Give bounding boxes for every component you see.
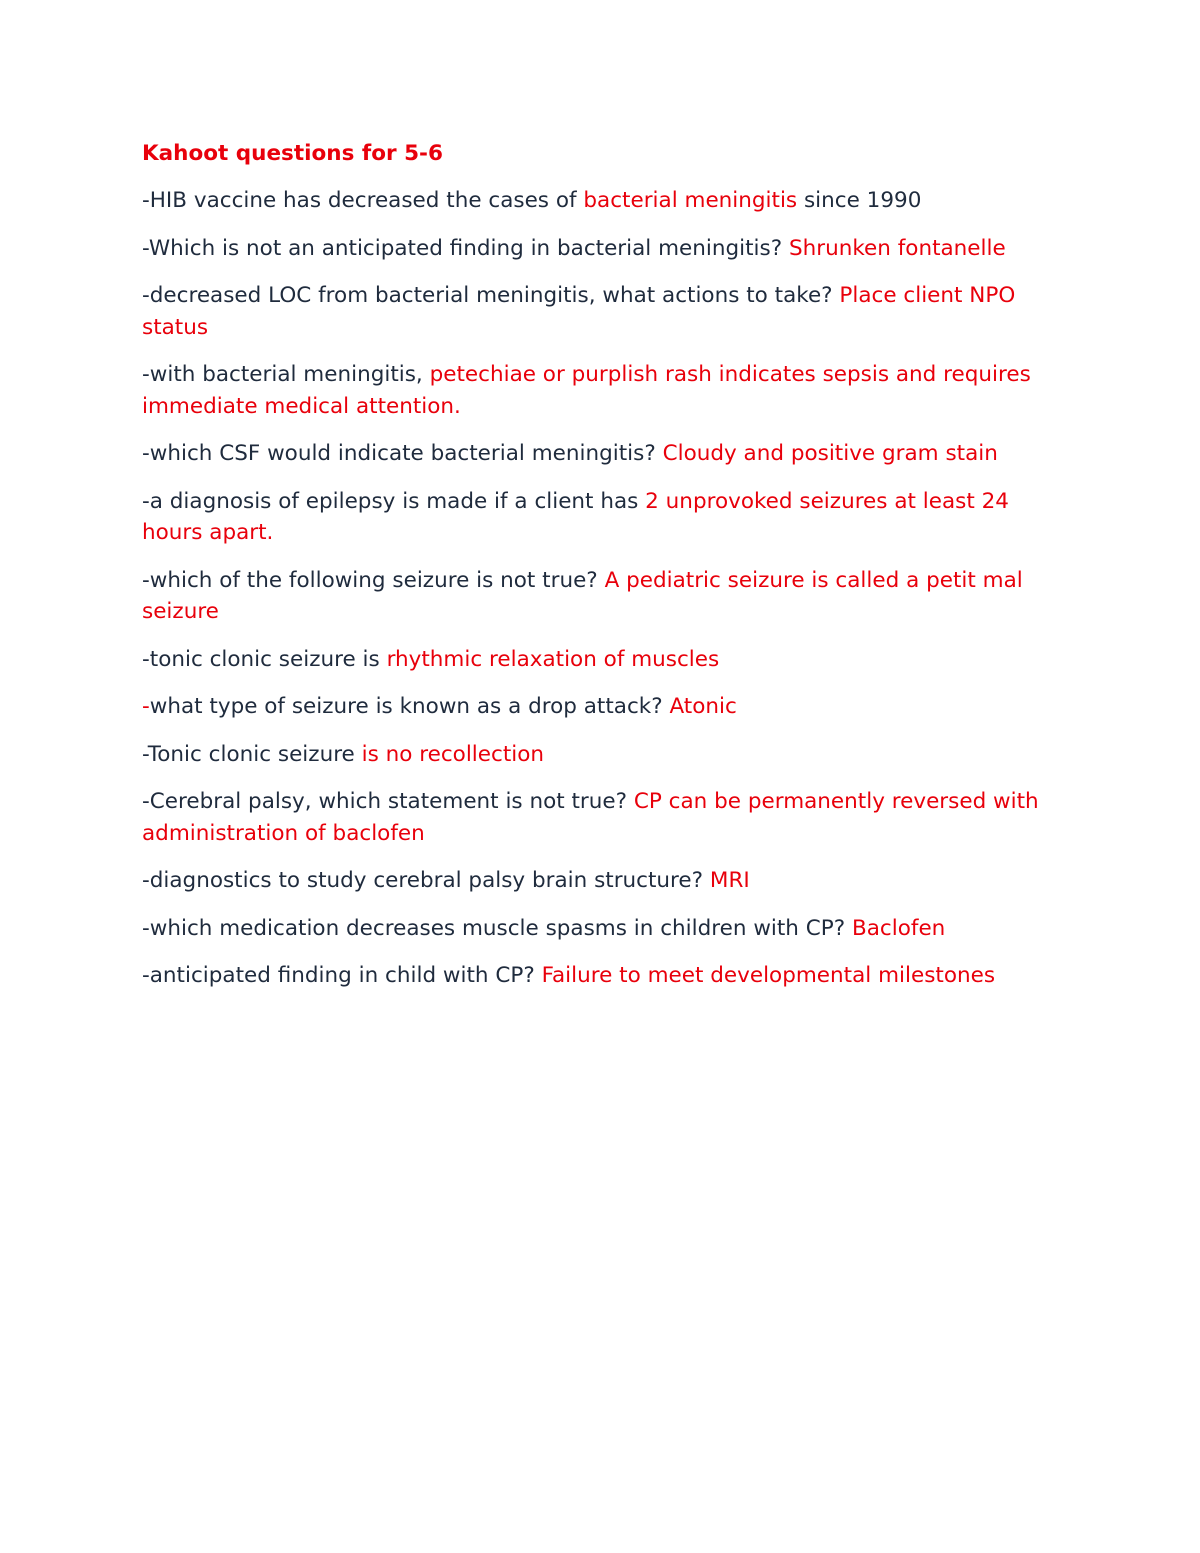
question-text: -diagnostics to study cerebral palsy brain structure?: [142, 868, 710, 893]
question-text: -a diagnosis of epilepsy is made if a client has: [142, 488, 646, 514]
question-text: -Cerebral palsy, which statement is not true?: [142, 789, 634, 814]
question-item: [142, 359, 1072, 422]
question-item: [142, 280, 1072, 343]
question-item: [142, 913, 1072, 945]
question-item: [142, 739, 1072, 771]
answer-text: -: [142, 694, 150, 719]
question-text: -tonic clonic seizure is: [142, 646, 387, 672]
document-title: Kahoot questions for 5-6: [142, 141, 443, 166]
question-item: [142, 960, 1072, 992]
answer-text: A pediatric seizure is called a petit mal seizure: [142, 567, 1023, 624]
question-item: [142, 486, 1072, 549]
answer-text: petechiae or purplish rash indicates sepsis and requires immediate medical attention.: [142, 362, 1031, 419]
question-text: -anticipated finding in child with CP?: [142, 963, 542, 988]
answer-text: 2 unprovoked seizures at least 24 hours apart.: [142, 488, 1009, 545]
question-item: [142, 786, 1072, 849]
document-page: [142, 138, 1072, 1008]
answer-text: Shrunken fontanelle: [788, 235, 1006, 261]
question-text: -with bacterial meningitis,: [142, 362, 430, 387]
question-text: -Tonic clonic seizure: [142, 741, 362, 767]
answer-text: Place client NPO status: [142, 283, 1016, 340]
question-item: [142, 691, 1072, 723]
question-list: [142, 185, 1072, 992]
answer-text: is no recollection: [361, 741, 544, 767]
answer-text: Baclofen: [852, 915, 946, 941]
question-text: since 1990: [797, 188, 922, 213]
question-text: -Which is not an anticipated finding in bacterial meningitis?: [142, 235, 789, 261]
question-item: [142, 438, 1072, 470]
question-item: [142, 644, 1072, 676]
question-item: [142, 865, 1072, 897]
answer-text: rhythmic relaxation of muscles: [386, 646, 720, 672]
question-item: [142, 233, 1072, 265]
question-text: what type of seizure is known as a drop attack?: [149, 694, 670, 719]
answer-text: Atonic: [669, 694, 737, 719]
answer-text: CP can be permanently reversed with administration of baclofen: [142, 789, 1039, 846]
answer-text: Cloudy and positive gram stain: [662, 441, 998, 466]
question-text: -HIB vaccine has decreased the cases of: [142, 188, 584, 213]
answer-text: MRI: [709, 868, 750, 893]
question-item: [142, 185, 1072, 217]
question-text: -which of the following seizure is not true?: [142, 567, 605, 593]
answer-text: bacterial meningitis: [583, 188, 798, 213]
question-item: [142, 565, 1072, 628]
question-text: -decreased LOC from bacterial meningitis, what actions to take?: [142, 283, 840, 308]
question-text: -which medication decreases muscle spasms in children with CP?: [142, 915, 852, 941]
question-text: -which CSF would indicate bacterial meningitis?: [142, 441, 663, 466]
answer-text: Failure to meet developmental milestones: [541, 963, 996, 988]
